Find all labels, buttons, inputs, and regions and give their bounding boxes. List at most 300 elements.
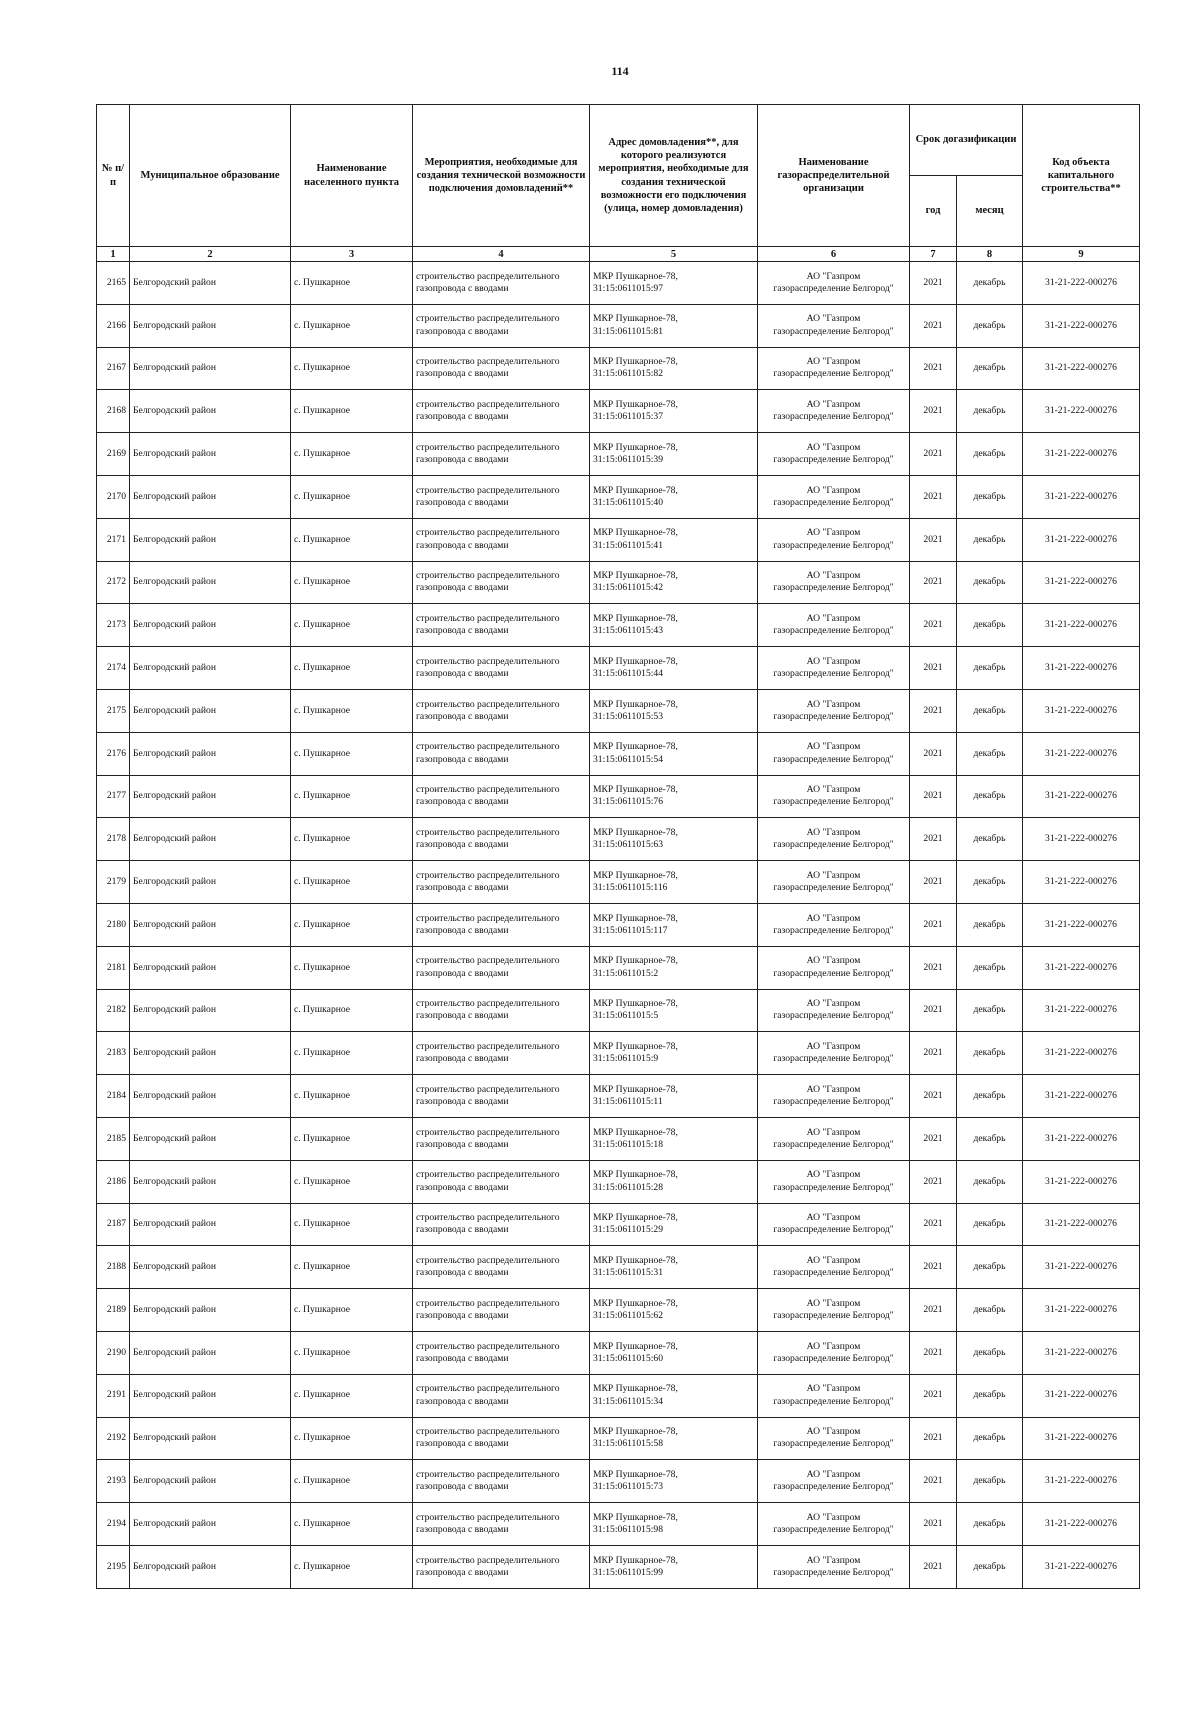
municipality-cell: [130, 1374, 291, 1417]
address-cell-text: 31:15:0611015:81: [593, 325, 663, 337]
table-row: [97, 818, 1140, 861]
year-cell-text: 2021: [923, 704, 943, 716]
measures-cell: [413, 1075, 590, 1118]
row-number: [97, 903, 130, 946]
address-cell-text: 31:15:0611015:42: [593, 582, 663, 594]
organization-cell: [758, 1503, 910, 1546]
table-row: [97, 946, 1140, 989]
year-cell: [910, 1075, 957, 1118]
month-cell: [957, 903, 1023, 946]
code-cell-text: 31-21-222-000276: [1045, 490, 1117, 502]
organization-cell-text: газораспределение Белгород": [773, 325, 894, 337]
measures-cell-text: строительство распределительного газопровода с вводами: [416, 698, 560, 722]
header-deadline: Срок догазификации: [910, 105, 1023, 176]
organization-cell-text: газораспределение Белгород": [773, 1395, 894, 1407]
measures-cell: [413, 775, 590, 818]
municipality-cell: [130, 818, 291, 861]
address-cell-text: МКР Пушкарное-78,: [593, 1297, 678, 1309]
settlement-cell: [291, 647, 413, 690]
organization-cell-text: газораспределение Белгород": [773, 710, 894, 722]
row-number-text: 2182: [106, 1004, 126, 1016]
measures-cell-text: строительство распределительного газопровода с вводами: [416, 527, 560, 551]
code-cell: [1023, 818, 1140, 861]
organization-cell: [758, 304, 910, 347]
organization-cell-text: газораспределение Белгород": [773, 496, 894, 508]
measures-cell: [413, 818, 590, 861]
year-cell: [910, 818, 957, 861]
settlement-cell: [291, 1545, 413, 1588]
organization-cell-text: газораспределение Белгород": [773, 1438, 894, 1450]
organization-cell-text: газораспределение Белгород": [773, 625, 894, 637]
row-number-text: 2168: [106, 405, 126, 417]
row-number-text: 2192: [106, 1432, 126, 1444]
month-cell: [957, 1331, 1023, 1374]
month-cell-text: декабрь: [973, 576, 1006, 588]
address-cell: [590, 1417, 758, 1460]
month-cell-text: декабрь: [973, 1261, 1006, 1273]
address-cell-text: 31:15:0611015:54: [593, 753, 663, 765]
code-cell-text: 31-21-222-000276: [1045, 619, 1117, 631]
header-settlement: Наименование населенного пункта: [291, 105, 413, 247]
address-cell: [590, 1117, 758, 1160]
organization-cell-text: АО "Газпром: [806, 1297, 861, 1309]
address-cell-text: МКР Пушкарное-78,: [593, 1083, 678, 1095]
organization-cell: [758, 1117, 910, 1160]
organization-cell: [758, 262, 910, 305]
code-cell: [1023, 433, 1140, 476]
table-body: [97, 262, 1140, 1589]
table-row: [97, 561, 1140, 604]
row-number: [97, 518, 130, 561]
organization-cell-text: АО "Газпром: [806, 570, 861, 582]
address-cell-text: МКР Пушкарное-78,: [593, 313, 678, 325]
row-number-text: 2183: [106, 1047, 126, 1059]
month-cell-text: декабрь: [973, 276, 1006, 288]
organization-cell-text: газораспределение Белгород": [773, 1224, 894, 1236]
organization-cell-text: АО "Газпром: [806, 741, 861, 753]
municipality-cell-text: Белгородский район: [133, 1346, 216, 1358]
settlement-cell-text: с. Пушкарное: [294, 447, 351, 459]
year-cell-text: 2021: [923, 1346, 943, 1358]
address-cell-text: 31:15:0611015:76: [593, 796, 663, 808]
year-cell-text: 2021: [923, 661, 943, 673]
row-number: [97, 1117, 130, 1160]
year-cell-text: 2021: [923, 1432, 943, 1444]
organization-cell: [758, 1160, 910, 1203]
code-cell: [1023, 1032, 1140, 1075]
measures-cell-text: строительство распределительного газопровода с вводами: [416, 784, 560, 808]
code-cell: [1023, 1417, 1140, 1460]
address-cell-text: 31:15:0611015:39: [593, 454, 663, 466]
organization-cell: [758, 1374, 910, 1417]
row-number: [97, 647, 130, 690]
address-cell-text: МКР Пушкарное-78,: [593, 869, 678, 881]
table-row: [97, 775, 1140, 818]
municipality-cell: [130, 1289, 291, 1332]
address-cell-text: МКР Пушкарное-78,: [593, 912, 678, 924]
measures-cell-text: строительство распределительного газопровода с вводами: [416, 741, 560, 765]
code-cell: [1023, 1460, 1140, 1503]
organization-cell-text: АО "Газпром: [806, 1212, 861, 1224]
organization-cell-text: АО "Газпром: [806, 1340, 861, 1352]
organization-cell: [758, 1460, 910, 1503]
settlement-cell: [291, 1460, 413, 1503]
settlement-cell: [291, 1117, 413, 1160]
year-cell: [910, 1246, 957, 1289]
code-cell: [1023, 304, 1140, 347]
year-cell-text: 2021: [923, 1089, 943, 1101]
month-cell-text: декабрь: [973, 1560, 1006, 1572]
year-cell-text: 2021: [923, 1047, 943, 1059]
address-cell-text: 31:15:0611015:31: [593, 1267, 663, 1279]
code-cell-text: 31-21-222-000276: [1045, 1475, 1117, 1487]
year-cell: [910, 1032, 957, 1075]
municipality-cell: [130, 1032, 291, 1075]
row-number-text: 2178: [106, 833, 126, 845]
row-number-text: 2194: [106, 1517, 126, 1529]
measures-cell-text: строительство распределительного газопровода с вводами: [416, 356, 560, 380]
address-cell-text: МКР Пушкарное-78,: [593, 784, 678, 796]
code-cell-text: 31-21-222-000276: [1045, 447, 1117, 459]
table-row: [97, 1075, 1140, 1118]
address-cell: [590, 689, 758, 732]
page-number: 114: [611, 64, 629, 78]
month-cell: [957, 1289, 1023, 1332]
municipality-cell: [130, 1331, 291, 1374]
address-cell: [590, 1460, 758, 1503]
table-row: [97, 1160, 1140, 1203]
table-row: [97, 262, 1140, 305]
table-row: [97, 732, 1140, 775]
row-number-text: 2169: [106, 447, 126, 459]
row-number: [97, 1289, 130, 1332]
organization-cell-text: газораспределение Белгород": [773, 582, 894, 594]
row-number: [97, 433, 130, 476]
address-cell-text: 31:15:0611015:73: [593, 1481, 663, 1493]
code-cell: [1023, 647, 1140, 690]
row-number: [97, 262, 130, 305]
organization-cell-text: газораспределение Белгород": [773, 1010, 894, 1022]
measures-cell: [413, 518, 590, 561]
organization-cell-text: АО "Газпром: [806, 313, 861, 325]
row-number-text: 2185: [106, 1132, 126, 1144]
table-row: [97, 1289, 1140, 1332]
gasification-table: [96, 104, 1140, 1589]
settlement-cell-text: с. Пушкарное: [294, 319, 351, 331]
year-cell-text: 2021: [923, 1303, 943, 1315]
year-cell: [910, 433, 957, 476]
year-cell: [910, 903, 957, 946]
municipality-cell-text: Белгородский район: [133, 1560, 216, 1572]
address-cell-text: МКР Пушкарное-78,: [593, 270, 678, 282]
settlement-cell: [291, 1374, 413, 1417]
row-number-text: 2179: [106, 875, 126, 887]
month-cell-text: декабрь: [973, 447, 1006, 459]
address-cell-text: МКР Пушкарное-78,: [593, 1468, 678, 1480]
organization-cell-text: АО "Газпром: [806, 869, 861, 881]
year-cell-text: 2021: [923, 1475, 943, 1487]
row-number: [97, 1503, 130, 1546]
measures-cell-text: строительство распределительного газопровода с вводами: [416, 998, 560, 1022]
measures-cell-text: строительство распределительного газопровода с вводами: [416, 1511, 560, 1535]
settlement-cell-text: с. Пушкарное: [294, 362, 351, 374]
measures-cell: [413, 561, 590, 604]
municipality-cell-text: Белгородский район: [133, 576, 216, 588]
municipality-cell: [130, 1417, 291, 1460]
address-cell-text: МКР Пушкарное-78,: [593, 570, 678, 582]
measures-cell: [413, 647, 590, 690]
code-cell: [1023, 475, 1140, 518]
address-cell: [590, 1374, 758, 1417]
year-cell: [910, 1460, 957, 1503]
settlement-cell-text: с. Пушкарное: [294, 1089, 351, 1101]
organization-cell-text: газораспределение Белгород": [773, 368, 894, 380]
settlement-cell-text: с. Пушкарное: [294, 790, 351, 802]
measures-cell-text: строительство распределительного газопровода с вводами: [416, 1083, 560, 1108]
row-number-text: 2172: [106, 576, 126, 588]
organization-cell-text: газораспределение Белгород": [773, 924, 894, 936]
municipality-cell: [130, 304, 291, 347]
settlement-cell-text: с. Пушкарное: [294, 1175, 351, 1187]
measures-cell-text: строительство распределительного газопровода с вводами: [416, 826, 560, 851]
measures-cell: [413, 475, 590, 518]
municipality-cell: [130, 1117, 291, 1160]
organization-cell-text: газораспределение Белгород": [773, 539, 894, 551]
organization-cell: [758, 433, 910, 476]
organization-cell-text: АО "Газпром: [806, 1554, 861, 1566]
header-month: месяц: [957, 176, 1023, 247]
measures-cell: [413, 946, 590, 989]
organization-cell: [758, 1246, 910, 1289]
header-measures: Мероприятия, необходимые для создания технической возможности подключения домовладений**: [413, 105, 590, 247]
organization-cell-text: АО "Газпром: [806, 1083, 861, 1095]
code-cell: [1023, 561, 1140, 604]
municipality-cell: [130, 732, 291, 775]
municipality-cell-text: Белгородский район: [133, 276, 216, 288]
measures-cell-text: строительство распределительного газопровода с вводами: [416, 399, 560, 423]
row-number: [97, 861, 130, 904]
settlement-cell-text: с. Пушкарное: [294, 1303, 351, 1315]
measures-cell: [413, 1289, 590, 1332]
year-cell-text: 2021: [923, 961, 943, 973]
organization-cell-text: АО "Газпром: [806, 1426, 861, 1438]
row-number: [97, 390, 130, 433]
address-cell: [590, 475, 758, 518]
month-cell: [957, 1545, 1023, 1588]
row-number-text: 2176: [106, 747, 126, 759]
code-cell-text: 31-21-222-000276: [1045, 1047, 1117, 1059]
code-cell: [1023, 775, 1140, 818]
address-cell: [590, 1289, 758, 1332]
municipality-cell-text: Белгородский район: [133, 833, 216, 845]
code-cell-text: 31-21-222-000276: [1045, 533, 1117, 545]
month-cell: [957, 1246, 1023, 1289]
address-cell: [590, 1075, 758, 1118]
table-row: [97, 433, 1140, 476]
measures-cell-text: строительство распределительного газопровода с вводами: [416, 1297, 560, 1322]
code-cell: [1023, 1331, 1140, 1374]
municipality-cell: [130, 347, 291, 390]
settlement-cell: [291, 732, 413, 775]
month-cell-text: декабрь: [973, 1218, 1006, 1230]
measures-cell-text: строительство распределительного газопровода с вводами: [416, 955, 560, 979]
municipality-cell-text: Белгородский район: [133, 875, 216, 887]
organization-cell-text: АО "Газпром: [806, 955, 861, 967]
address-cell-text: МКР Пушкарное-78,: [593, 1511, 678, 1523]
code-cell: [1023, 1503, 1140, 1546]
address-cell-text: МКР Пушкарное-78,: [593, 613, 678, 624]
row-number-text: 2188: [106, 1261, 126, 1273]
municipality-cell: [130, 775, 291, 818]
row-number-text: 2174: [106, 661, 126, 673]
address-cell: [590, 518, 758, 561]
measures-cell: [413, 1032, 590, 1075]
code-cell-text: 31-21-222-000276: [1045, 1432, 1117, 1444]
table-row: [97, 475, 1140, 518]
address-cell: [590, 1331, 758, 1374]
settlement-cell: [291, 1246, 413, 1289]
month-cell: [957, 1460, 1023, 1503]
column-number: 1: [97, 247, 130, 262]
settlement-cell: [291, 433, 413, 476]
municipality-cell-text: Белгородский район: [133, 1004, 216, 1016]
header-code: Код объекта капитального строительства**: [1023, 105, 1140, 247]
table-row: [97, 390, 1140, 433]
code-cell-text: 31-21-222-000276: [1045, 405, 1117, 417]
month-cell: [957, 304, 1023, 347]
measures-cell-text: строительство распределительного газопровода с вводами: [416, 1426, 560, 1450]
month-cell-text: декабрь: [973, 362, 1006, 374]
municipality-cell: [130, 518, 291, 561]
code-cell: [1023, 390, 1140, 433]
address-cell-text: 31:15:0611015:44: [593, 668, 663, 680]
organization-cell-text: газораспределение Белгород": [773, 1138, 894, 1150]
municipality-cell: [130, 604, 291, 647]
organization-cell-text: АО "Газпром: [806, 1383, 861, 1395]
organization-cell-text: АО "Газпром: [806, 441, 861, 453]
settlement-cell: [291, 475, 413, 518]
year-cell-text: 2021: [923, 533, 943, 545]
settlement-cell-text: с. Пушкарное: [294, 704, 351, 716]
code-cell: [1023, 262, 1140, 305]
month-cell: [957, 1160, 1023, 1203]
settlement-cell-text: с. Пушкарное: [294, 1560, 351, 1572]
settlement-cell-text: с. Пушкарное: [294, 1004, 351, 1016]
year-cell-text: 2021: [923, 918, 943, 930]
month-cell: [957, 689, 1023, 732]
address-cell-text: МКР Пушкарное-78,: [593, 441, 678, 453]
year-cell: [910, 347, 957, 390]
organization-cell-text: АО "Газпром: [806, 356, 861, 368]
organization-cell-text: газораспределение Белгород": [773, 753, 894, 765]
row-number-text: 2181: [106, 961, 126, 973]
municipality-cell: [130, 1460, 291, 1503]
municipality-cell-text: Белгородский район: [133, 1389, 216, 1401]
row-number-text: 2187: [106, 1218, 126, 1230]
organization-cell: [758, 390, 910, 433]
municipality-cell: [130, 1503, 291, 1546]
organization-cell-text: газораспределение Белгород": [773, 839, 894, 851]
address-cell-text: 31:15:0611015:9: [593, 1053, 659, 1065]
header-year: год: [910, 176, 957, 247]
year-cell: [910, 861, 957, 904]
month-cell: [957, 1203, 1023, 1246]
settlement-cell-text: с. Пушкарное: [294, 576, 351, 588]
code-cell-text: 31-21-222-000276: [1045, 1517, 1117, 1529]
municipality-cell-text: Белгородский район: [133, 1132, 216, 1144]
address-cell-text: 31:15:0611015:117: [593, 924, 668, 936]
address-cell: [590, 732, 758, 775]
address-cell: [590, 433, 758, 476]
year-cell: [910, 518, 957, 561]
measures-cell-text: строительство распределительного газопровода с вводами: [416, 869, 560, 894]
year-cell: [910, 1331, 957, 1374]
month-cell: [957, 1374, 1023, 1417]
month-cell: [957, 946, 1023, 989]
address-cell: [590, 1503, 758, 1546]
month-cell-text: декабрь: [973, 747, 1006, 759]
code-cell-text: 31-21-222-000276: [1045, 1389, 1117, 1401]
settlement-cell: [291, 1160, 413, 1203]
address-cell-text: МКР Пушкарное-78,: [593, 1383, 678, 1395]
code-cell-text: 31-21-222-000276: [1045, 704, 1117, 716]
organization-cell-text: газораспределение Белгород": [773, 282, 894, 294]
address-cell-text: МКР Пушкарное-78,: [593, 826, 678, 838]
measures-cell-text: строительство распределительного газопровода с вводами: [416, 313, 560, 337]
year-cell: [910, 1289, 957, 1332]
organization-cell: [758, 647, 910, 690]
settlement-cell: [291, 1503, 413, 1546]
month-cell: [957, 732, 1023, 775]
code-cell: [1023, 989, 1140, 1032]
measures-cell-text: строительство распределительного газопровода с вводами: [416, 570, 560, 594]
code-cell: [1023, 689, 1140, 732]
address-cell: [590, 775, 758, 818]
code-cell: [1023, 1289, 1140, 1332]
month-cell-text: декабрь: [973, 619, 1006, 631]
month-cell-text: декабрь: [973, 1475, 1006, 1487]
row-number-text: 2189: [106, 1303, 126, 1315]
settlement-cell: [291, 347, 413, 390]
code-cell: [1023, 1075, 1140, 1118]
municipality-cell: [130, 1075, 291, 1118]
month-cell-text: декабрь: [973, 704, 1006, 716]
municipality-cell-text: Белгородский район: [133, 704, 216, 716]
municipality-cell: [130, 1203, 291, 1246]
column-number-row: [97, 247, 1140, 262]
column-number: 4: [413, 247, 590, 262]
municipality-cell: [130, 861, 291, 904]
month-cell-text: декабрь: [973, 1047, 1006, 1059]
year-cell: [910, 262, 957, 305]
row-number: [97, 1160, 130, 1203]
organization-cell-text: АО "Газпром: [806, 912, 861, 924]
municipality-cell-text: Белгородский район: [133, 490, 216, 502]
municipality-cell-text: Белгородский район: [133, 1218, 216, 1230]
year-cell: [910, 1503, 957, 1546]
organization-cell-text: АО "Газпром: [806, 1468, 861, 1480]
organization-cell: [758, 946, 910, 989]
year-cell-text: 2021: [923, 405, 943, 417]
measures-cell-text: строительство распределительного газопровода с вводами: [416, 270, 560, 294]
year-cell-text: 2021: [923, 1218, 943, 1230]
organization-cell-text: АО "Газпром: [806, 484, 861, 496]
measures-cell: [413, 1374, 590, 1417]
table-row: [97, 689, 1140, 732]
measures-cell: [413, 1545, 590, 1588]
municipality-cell: [130, 475, 291, 518]
municipality-cell: [130, 1246, 291, 1289]
